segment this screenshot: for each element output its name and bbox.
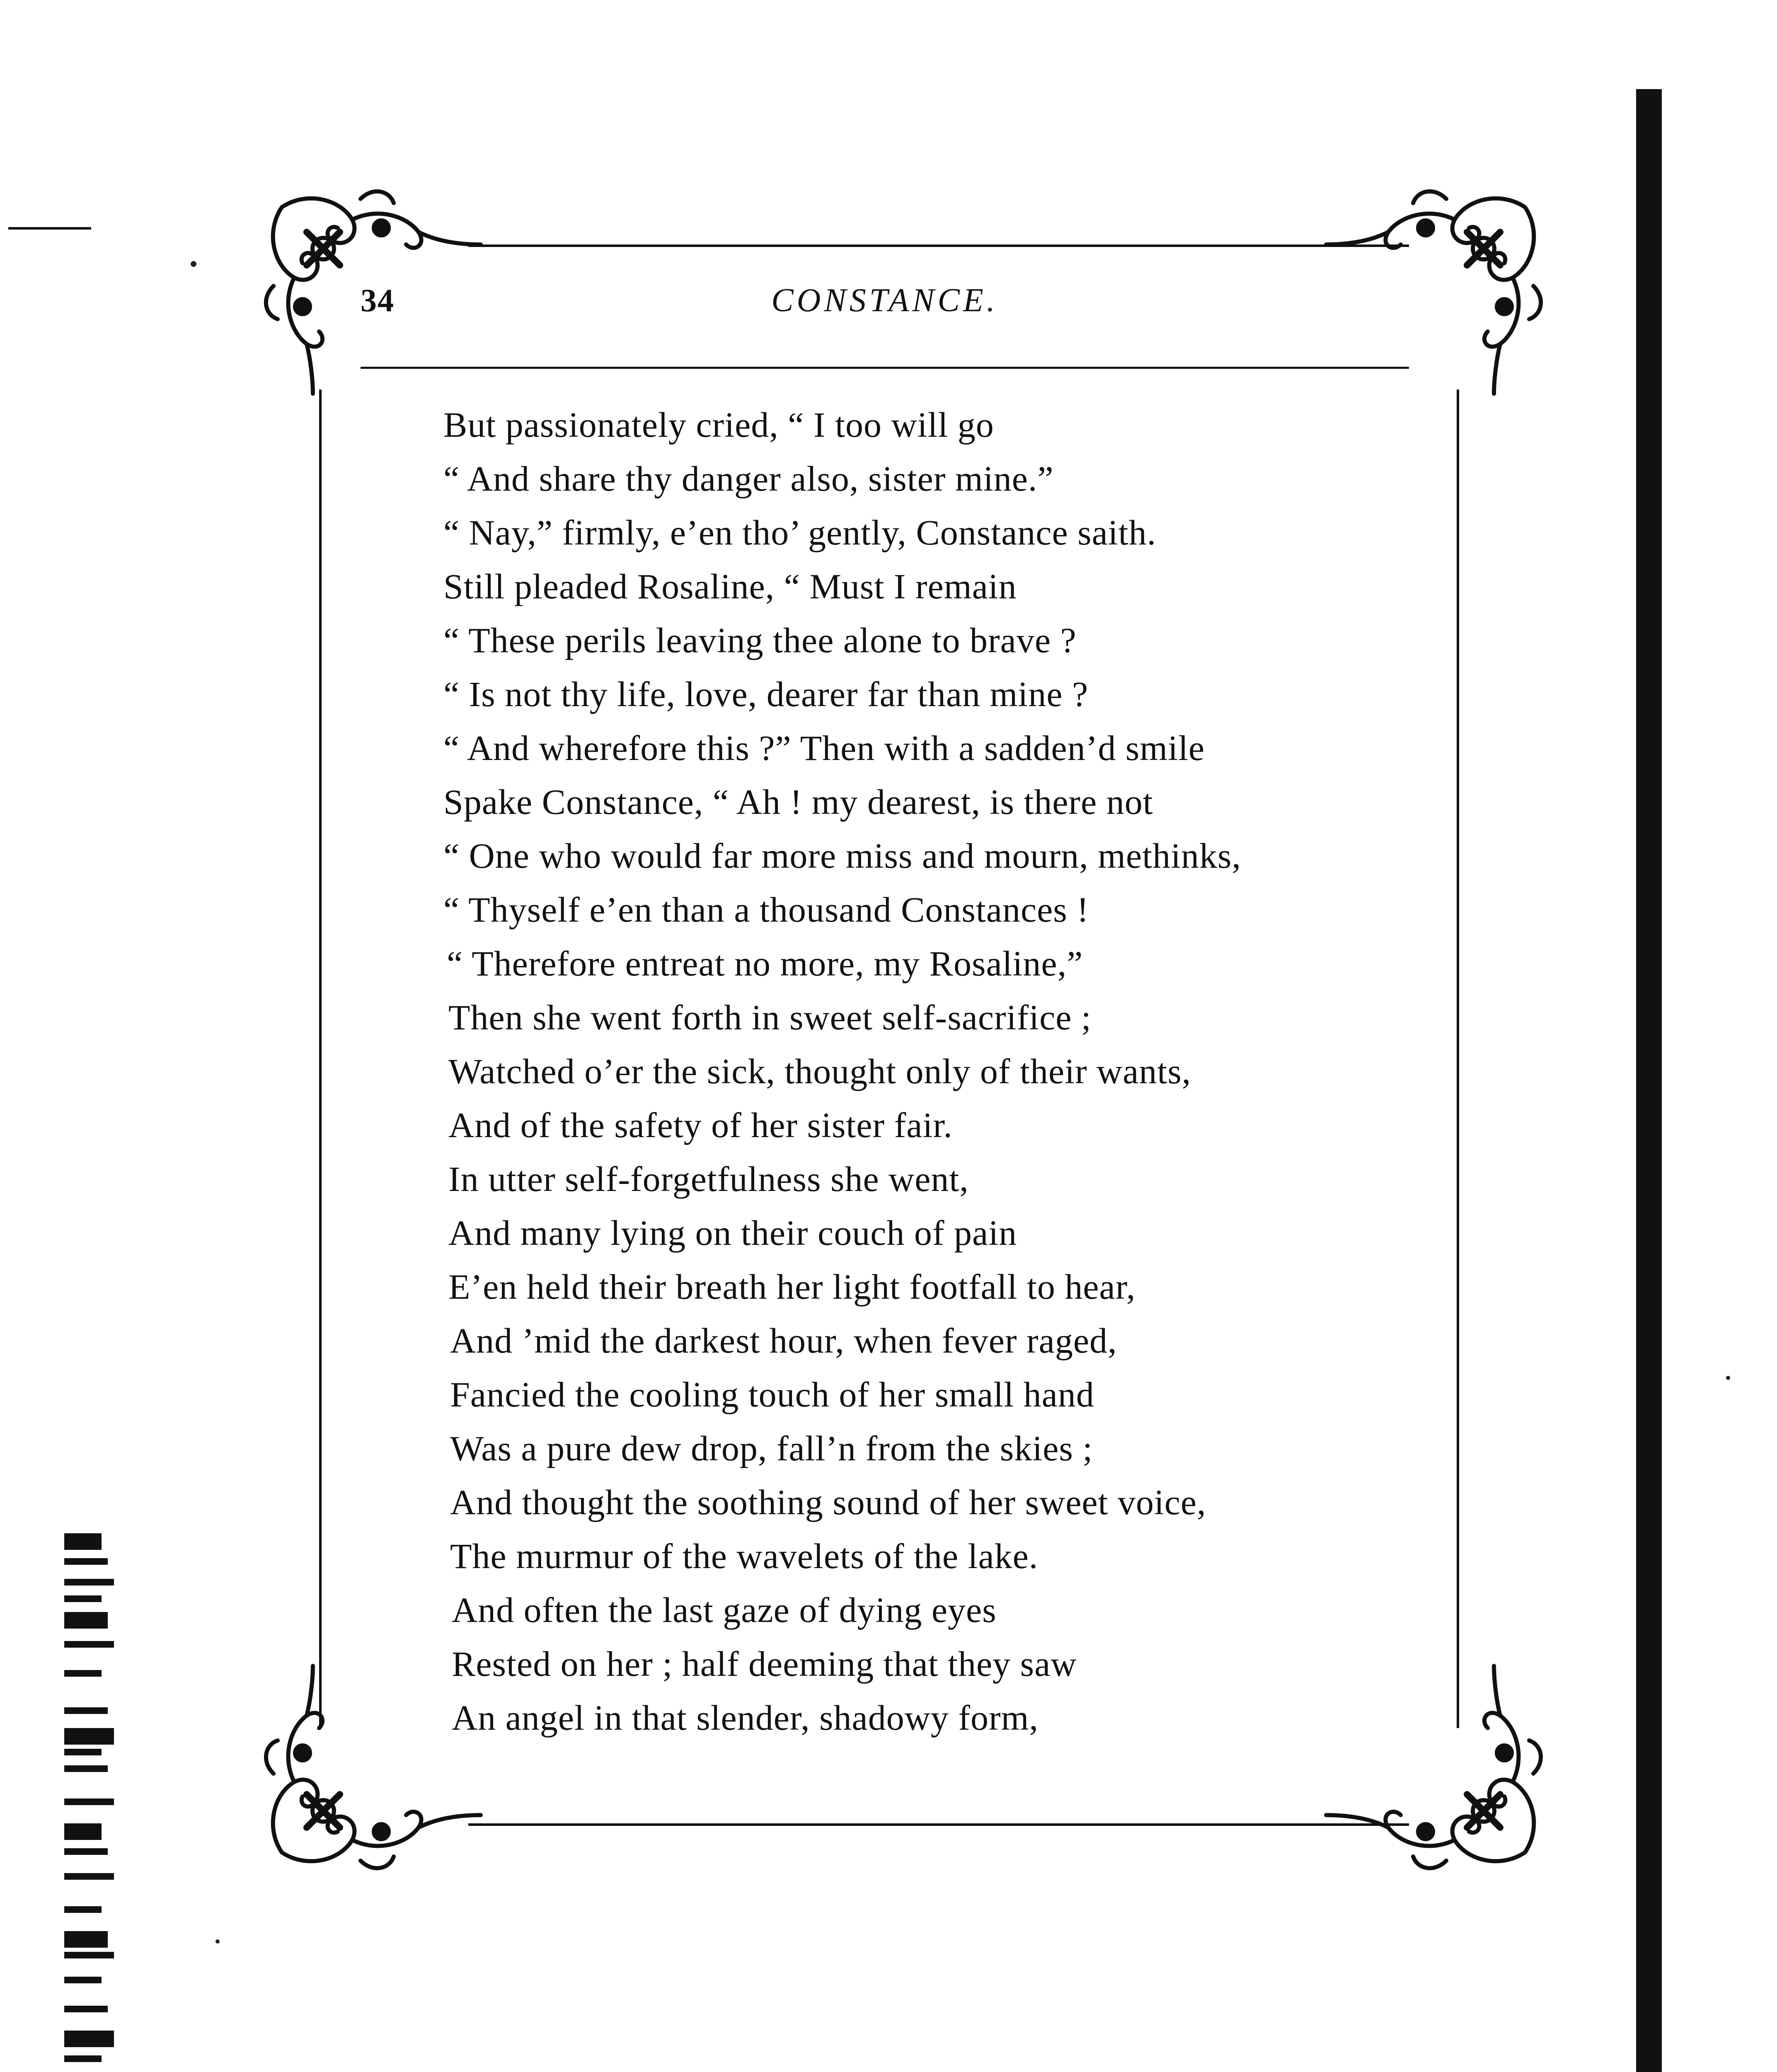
scan-mark — [64, 1595, 102, 1602]
poem-line: “ And wherefore this ?” Then with a sadden’d smile — [443, 728, 1205, 768]
poem-line: “ Is not thy life, love, dearer far than mine ? — [443, 674, 1089, 714]
poem-line: And thought the soothing sound of her sweet voice, — [450, 1482, 1206, 1522]
scan-mark — [64, 1558, 108, 1565]
scan-mark — [64, 1952, 114, 1958]
scan-mark — [64, 1533, 102, 1550]
header-rule — [361, 367, 1409, 369]
scan-mark — [64, 1931, 108, 1948]
page-header — [361, 282, 1409, 336]
scan-edge-bar — [1636, 89, 1662, 2072]
scan-mark — [64, 2031, 114, 2047]
scan-mark — [64, 1906, 102, 1913]
poem-line: Spake Constance, “ Ah ! my dearest, is there not — [443, 782, 1153, 822]
poem-body — [443, 398, 1479, 1745]
poem-line: And ’mid the darkest hour, when fever raged, — [450, 1321, 1117, 1360]
scan-mark — [64, 1798, 114, 1805]
poem-line: Was a pure dew drop, fall’n from the skies ; — [450, 1428, 1093, 1468]
running-title: CONSTANCE. — [771, 282, 998, 319]
poem-line: Still pleaded Rosaline, “ Must I remain — [443, 566, 1017, 606]
scan-mark — [64, 1579, 114, 1585]
scan-mark — [64, 1823, 102, 1840]
poem-line: E’en held their breath her light footfall to hear, — [448, 1267, 1136, 1307]
scan-mark — [64, 2006, 108, 2012]
poem-line: In utter self-forgetfulness she went, — [448, 1159, 969, 1199]
scan-mark — [64, 1641, 114, 1648]
poem-line: But passionately cried, “ I too will go — [443, 405, 994, 445]
scan-mark — [64, 1765, 108, 1772]
scan-barcode-marks — [64, 1533, 118, 2072]
scan-mark — [64, 1707, 108, 1714]
poem-line: “ These perils leaving thee alone to brave ? — [443, 620, 1077, 660]
scan-mark — [64, 1873, 114, 1880]
poem-line: And often the last gaze of dying eyes — [452, 1590, 997, 1630]
poem-line: Fancied the cooling touch of her small hand — [450, 1375, 1094, 1414]
ink-speck — [1726, 1376, 1730, 1380]
poem-line: “ One who would far more miss and mourn, methinks, — [443, 836, 1241, 876]
scan-mark — [64, 2055, 102, 2062]
ink-speck — [215, 1939, 220, 1944]
poem-line: “ And share thy danger also, sister mine.” — [443, 459, 1054, 499]
poem-line: Rested on her ; half deeming that they saw — [452, 1644, 1077, 1684]
scan-mark — [64, 1749, 102, 1755]
scan-mark — [64, 1728, 114, 1745]
ink-speck — [191, 261, 196, 267]
frame-rule-left — [319, 390, 322, 1728]
scan-mark — [64, 1977, 102, 1983]
frame-rule-top — [468, 244, 1409, 247]
page-number: 34 — [361, 282, 395, 318]
poem-line: And of the safety of her sister fair. — [448, 1105, 953, 1145]
scan-mark — [8, 227, 91, 230]
poem-line: The murmur of the wavelets of the lake. — [450, 1536, 1039, 1576]
scan-mark — [64, 1848, 108, 1855]
poem-line: “ Nay,” firmly, e’en tho’ gently, Constance saith. — [443, 513, 1157, 552]
poem-line: An angel in that slender, shadowy form, — [452, 1698, 1039, 1738]
poem-line: And many lying on their couch of pain — [448, 1213, 1017, 1253]
poem-line: “ Thyself e’en than a thousand Constances ! — [443, 890, 1089, 929]
scan-mark — [64, 1612, 108, 1629]
poem-line: “ Therefore entreat no more, my Rosaline,” — [447, 944, 1083, 983]
scan-mark — [64, 1670, 102, 1677]
poem-line: Watched o’er the sick, thought only of their wants, — [448, 1051, 1191, 1091]
poem-line: Then she went forth in sweet self-sacrifice ; — [448, 997, 1092, 1037]
frame-rule-bottom — [468, 1823, 1409, 1826]
